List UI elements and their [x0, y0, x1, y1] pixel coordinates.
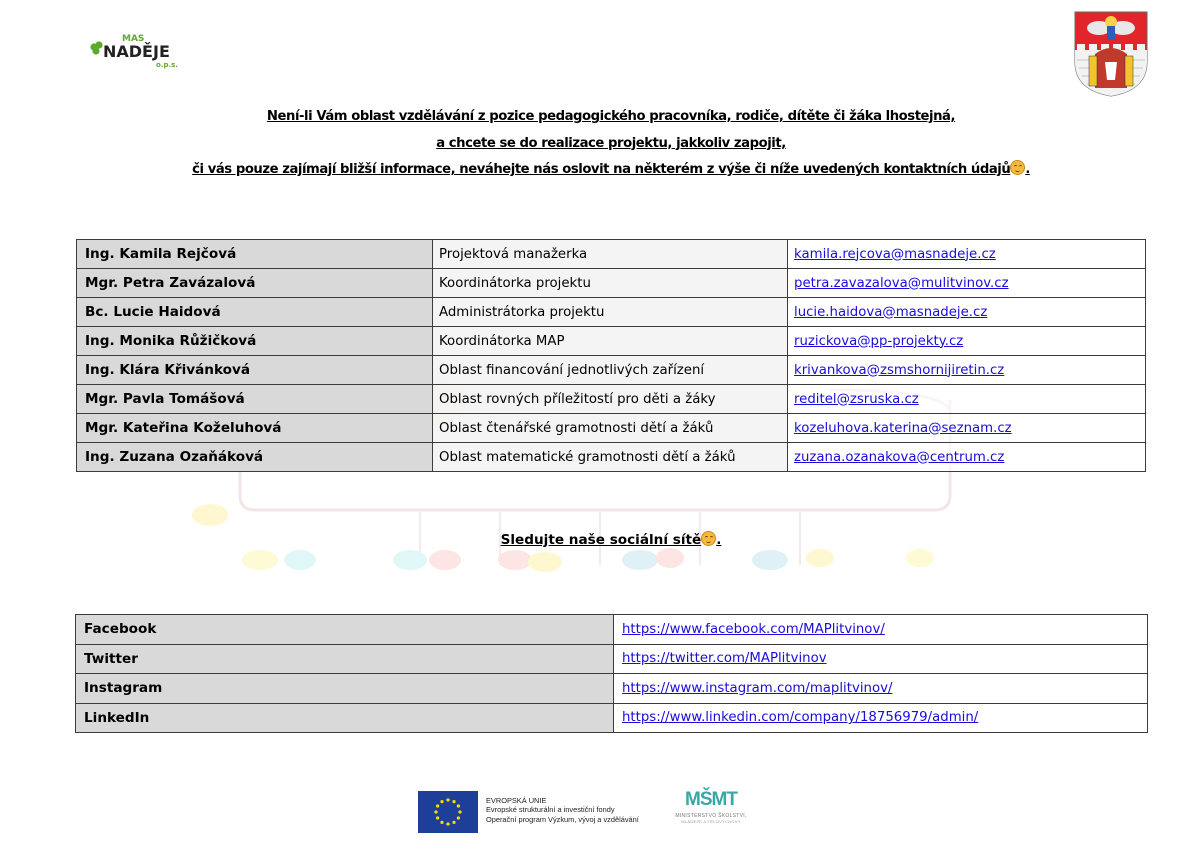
social-network: Twitter — [76, 644, 614, 674]
contact-role: Oblast financování jednotlivých zařízení — [433, 356, 788, 385]
contact-role: Oblast matematické gramotnosti dětí a žáků — [433, 443, 788, 472]
eu-star-icon — [434, 810, 437, 813]
social-row — [76, 615, 1148, 645]
contact-role: Administrátorka projektu — [433, 298, 788, 327]
social-url-link[interactable]: https://www.instagram.com/maplitvinov/ — [622, 680, 893, 696]
contact-row — [77, 414, 1146, 443]
mas-nadeje-logo — [78, 26, 193, 76]
intro-text — [0, 104, 1200, 184]
contact-email-link[interactable]: ruzickova@pp-projekty.cz — [794, 333, 964, 349]
eu-star-icon — [446, 798, 449, 801]
contact-name: Mgr. Kateřina Koželuhová — [77, 414, 433, 443]
contact-name: Ing. Monika Růžičková — [77, 327, 433, 356]
eu-line-1: Evropské strukturální a investiční fondy — [486, 805, 615, 815]
social-url-link[interactable]: https://twitter.com/MAPlitvinov — [622, 651, 827, 667]
social-url-link[interactable]: https://www.facebook.com/MAPlitvinov/ — [622, 621, 885, 637]
eu-star-icon — [440, 800, 443, 803]
contact-name: Bc. Lucie Haidová — [77, 298, 433, 327]
contact-role: Oblast čtenářské gramotnosti dětí a žáků — [433, 414, 788, 443]
eu-star-icon — [436, 816, 439, 819]
intro-line-3-end: . — [1025, 162, 1030, 177]
contact-email-link[interactable]: zuzana.ozanakova@centrum.cz — [794, 449, 1005, 465]
social-row — [76, 703, 1148, 733]
social-row — [76, 674, 1148, 704]
msmt-logo — [668, 790, 754, 832]
social-network: Instagram — [76, 674, 614, 704]
contact-role: Koordinátorka projektu — [433, 269, 788, 298]
coat-of-arms — [1073, 10, 1149, 98]
social-network: Facebook — [76, 615, 614, 645]
intro-line-1: Není-li Vám oblast vzdělávání z pozice pedagogického pracovníka, rodiče, dítěte či žáka lhostejná, — [266, 109, 956, 124]
contact-name: Ing. Zuzana Ozaňáková — [77, 443, 433, 472]
contact-name: Ing. Klára Křivánková — [77, 356, 433, 385]
mas-logo-line2: NADĚJE — [103, 42, 170, 61]
contact-role: Oblast rovných příležitostí pro děti a žáky — [433, 385, 788, 414]
contacts-table — [76, 239, 1146, 472]
msmt-mark: MŠMT — [685, 789, 737, 810]
eu-star-icon — [436, 804, 439, 807]
msmt-line-1: MINISTERSTVO ŠKOLSTVÍ, — [675, 813, 747, 819]
contact-row — [77, 443, 1146, 472]
contact-email-link[interactable]: petra.zavazalova@mulitvinov.cz — [794, 275, 1009, 291]
eu-line-2: Operační program Výzkum, vývoj a vzdělávání — [486, 814, 639, 824]
social-heading-end: . — [716, 532, 722, 548]
smiley-icon — [1010, 160, 1025, 175]
contact-role: Koordinátorka MAP — [433, 327, 788, 356]
eu-star-icon — [440, 821, 443, 824]
contact-row — [77, 298, 1146, 327]
eu-star-icon — [458, 810, 461, 813]
contact-email-link[interactable]: krivankova@zsmshornijiretin.cz — [794, 362, 1005, 378]
social-table — [75, 614, 1148, 733]
contact-name: Mgr. Pavla Tomášová — [77, 385, 433, 414]
eu-logo-text — [486, 796, 639, 824]
smiley-icon — [701, 531, 716, 546]
intro-line-2: a chcete se do realizace projektu, jakkoliv zapojit, — [436, 135, 786, 151]
intro-line-3 — [0, 157, 1200, 184]
social-heading — [0, 531, 1200, 548]
eu-star-icon — [452, 800, 455, 803]
contact-name: Ing. Kamila Rejčová — [77, 240, 433, 269]
eu-star-icon — [446, 822, 449, 825]
contact-name: Mgr. Petra Zavázalová — [77, 269, 433, 298]
mas-logo-line3: o.p.s. — [156, 61, 178, 69]
contact-email-link[interactable]: lucie.haidova@masnadeje.cz — [794, 304, 988, 320]
contact-email-link[interactable]: kamila.rejcova@masnadeje.cz — [794, 246, 996, 262]
contact-row — [77, 385, 1146, 414]
eu-flag-icon — [418, 791, 478, 833]
contact-row — [77, 240, 1146, 269]
social-row — [76, 644, 1148, 674]
eu-star-icon — [457, 816, 460, 819]
contact-email-link[interactable]: kozeluhova.katerina@seznam.cz — [794, 420, 1012, 436]
intro-line-3-text: či vás pouze zajímají bližší informace, neváhejte nás oslovit na některém z výše či níže uvedených kontaktních údajů — [192, 162, 1011, 177]
contact-row — [77, 269, 1146, 298]
eu-title: EVROPSKÁ UNIE — [486, 796, 547, 805]
contact-row — [77, 327, 1146, 356]
msmt-line-2: MLÁDEŽE A TĚLOVÝCHOVY — [681, 819, 741, 824]
contact-role: Projektová manažerka — [433, 240, 788, 269]
mas-logo-line1: MAS — [122, 34, 145, 44]
contact-email-link[interactable]: reditel@zsruska.cz — [794, 391, 919, 407]
social-url-link[interactable]: https://www.linkedin.com/company/18756979/admin/ — [622, 710, 979, 726]
social-heading-text: Sledujte naše sociální sítě — [500, 532, 702, 548]
eu-star-icon — [457, 804, 460, 807]
social-network: LinkedIn — [76, 703, 614, 733]
eu-star-icon — [452, 821, 455, 824]
contact-row — [77, 356, 1146, 385]
